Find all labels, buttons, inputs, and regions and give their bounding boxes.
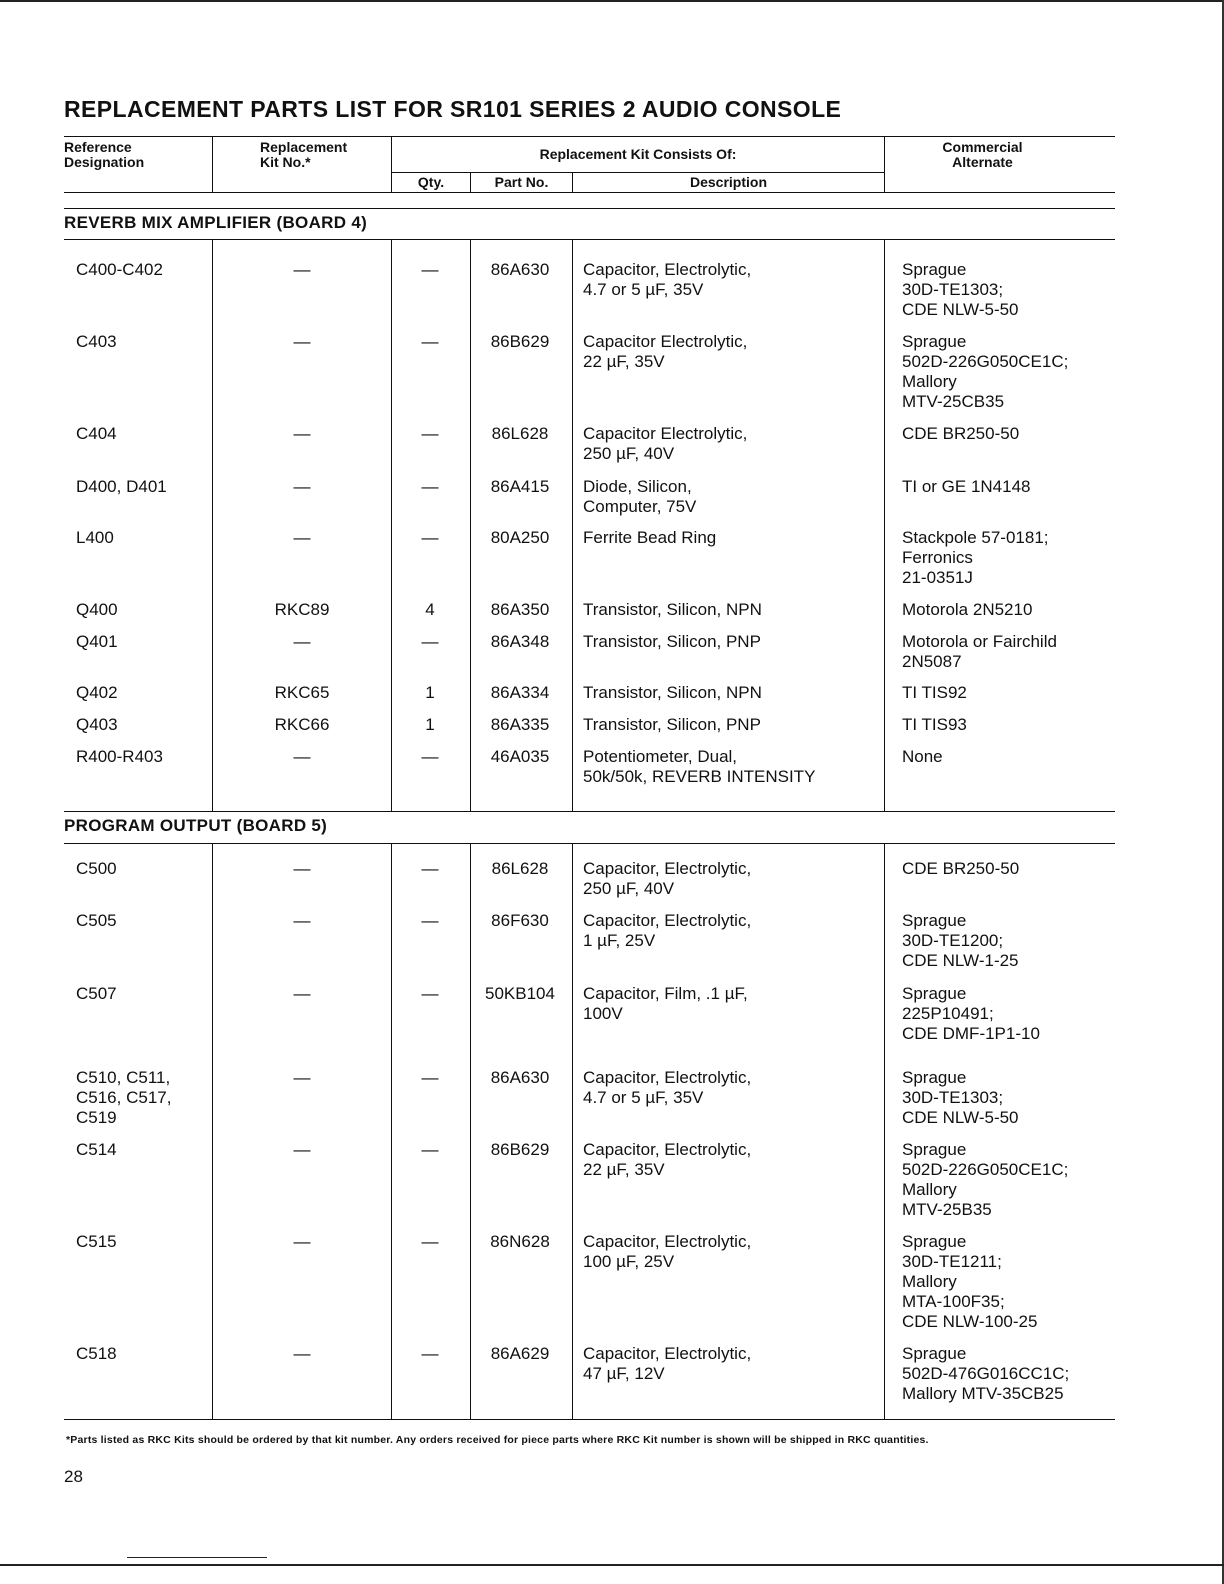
header-reference-designation: Reference Designation	[64, 139, 145, 170]
section-rule	[64, 239, 1115, 240]
scan-edge-bottom	[0, 1564, 1224, 1566]
section-title-reverb-mix: REVERB MIX AMPLIFIER (BOARD 4)	[64, 213, 368, 232]
commercial-alternate-cell: Sprague 502D-226G050CE1C; Mallory MTV-25B35	[902, 1140, 1069, 1219]
part-number-cell: 86F630	[491, 911, 549, 930]
commercial-alternate-cell: Sprague 502D-476G016CC1C; Mallory MTV-35CB25	[902, 1344, 1070, 1403]
page-number: 28	[64, 1467, 83, 1486]
header-divider	[212, 136, 213, 193]
description-cell: Transistor, Silicon, NPN	[583, 600, 762, 619]
description-cell: Transistor, Silicon, PNP	[583, 632, 761, 651]
part-number-cell: 86B629	[490, 1140, 550, 1159]
description-cell: Capacitor, Electrolytic, 100 µF, 25V	[583, 1232, 752, 1271]
table-bottom-rule	[64, 1419, 1115, 1420]
quantity-cell: —	[421, 528, 439, 547]
column-divider	[572, 843, 573, 1419]
column-divider	[212, 239, 213, 811]
part-number-cell: 86L628	[491, 424, 549, 443]
quantity-cell: —	[421, 859, 439, 878]
reference-designation-cell: Q402	[76, 683, 118, 702]
kit-number-cell: —	[293, 332, 311, 351]
kit-number-cell: —	[293, 1068, 311, 1087]
header-description: Description	[689, 174, 767, 190]
description-cell: Capacitor Electrolytic, 250 µF, 40V	[583, 424, 748, 463]
part-number-cell: 86L628	[491, 859, 549, 878]
commercial-alternate-cell: Sprague 502D-226G050CE1C; Mallory MTV-25CB35	[902, 332, 1069, 411]
part-number-cell: 86A350	[490, 600, 550, 619]
column-divider	[391, 239, 392, 811]
part-number-cell: 86A334	[490, 683, 550, 702]
part-number-cell: 86A335	[490, 715, 550, 734]
part-number-cell: 50KB104	[485, 984, 555, 1003]
kit-number-cell: —	[293, 477, 311, 496]
reference-designation-cell: Q403	[76, 715, 118, 734]
kit-number-cell: —	[293, 632, 311, 651]
kit-number-cell: RKC89	[274, 600, 330, 619]
reference-designation-cell: D400, D401	[76, 477, 167, 496]
description-cell: Diode, Silicon, Computer, 75V	[583, 477, 697, 516]
kit-number-cell: —	[293, 911, 311, 930]
part-number-cell: 86A629	[490, 1344, 550, 1363]
kit-number-cell: —	[293, 260, 311, 279]
quantity-cell: —	[421, 1344, 439, 1363]
reference-designation-cell: C505	[76, 911, 117, 930]
section-title-program-output: PROGRAM OUTPUT (BOARD 5)	[64, 816, 328, 835]
footnote: *Parts listed as RKC Kits should be ordered by that kit number. Any orders received for piece parts where RKC Kit number is shown will be shipped in RKC quantities.	[66, 1434, 929, 1446]
part-number-cell: 86N628	[490, 1232, 550, 1251]
quantity-cell: —	[421, 911, 439, 930]
reference-designation-cell: C500	[76, 859, 117, 878]
kit-number-cell: —	[293, 1140, 311, 1159]
quantity-cell: —	[421, 332, 439, 351]
kit-number-cell: RKC66	[274, 715, 330, 734]
commercial-alternate-cell: Stackpole 57-0181; Ferronics 21-0351J	[902, 528, 1049, 587]
description-cell: Capacitor, Electrolytic, 22 µF, 35V	[583, 1140, 752, 1179]
part-number-cell: 86A415	[490, 477, 550, 496]
reference-designation-cell: L400	[76, 528, 114, 547]
quantity-cell: —	[421, 477, 439, 496]
quantity-cell: —	[421, 1068, 439, 1087]
description-cell: Capacitor, Electrolytic, 250 µF, 40V	[583, 859, 752, 898]
reference-designation-cell: C403	[76, 332, 117, 351]
section-rule	[64, 843, 1115, 844]
column-divider	[391, 843, 392, 1419]
quantity-cell: 1	[425, 715, 435, 734]
header-qty: Qty.	[417, 174, 445, 190]
part-number-cell: 80A250	[490, 528, 550, 547]
commercial-alternate-cell: Sprague 30D-TE1211; Mallory MTA-100F35; CDE NLW-100-25	[902, 1232, 1038, 1331]
reference-designation-cell: R400-R403	[76, 747, 163, 766]
reference-designation-cell: C518	[76, 1344, 117, 1363]
part-number-cell: 46A035	[490, 747, 550, 766]
commercial-alternate-cell: CDE BR250-50	[902, 424, 1020, 443]
commercial-alternate-cell: Motorola or Fairchild 2N5087	[902, 632, 1057, 671]
header-commercial-alternate: Commercial Alternate	[942, 139, 1023, 170]
quantity-cell: —	[421, 984, 439, 1003]
header-bottom-rule	[64, 192, 1115, 193]
section-top-rule	[64, 208, 1115, 209]
column-divider	[470, 239, 471, 811]
quantity-cell: —	[421, 260, 439, 279]
commercial-alternate-cell: None	[902, 747, 943, 766]
reference-designation-cell: C515	[76, 1232, 117, 1251]
reference-designation-cell: C404	[76, 424, 117, 443]
quantity-cell: 4	[425, 600, 435, 619]
description-cell: Transistor, Silicon, PNP	[583, 715, 761, 734]
commercial-alternate-cell: Sprague 30D-TE1200; CDE NLW-1-25	[902, 911, 1019, 970]
column-divider	[572, 239, 573, 811]
commercial-alternate-cell: Sprague 225P10491; CDE DMF-1P1-10	[902, 984, 1040, 1043]
reference-designation-cell: Q401	[76, 632, 118, 651]
column-divider	[212, 843, 213, 1419]
description-cell: Transistor, Silicon, NPN	[583, 683, 762, 702]
page-title: REPLACEMENT PARTS LIST FOR SR101 SERIES 2 AUDIO CONSOLE	[64, 96, 842, 122]
reference-designation-cell: C510, C511, C516, C517, C519	[76, 1068, 172, 1127]
quantity-cell: —	[421, 1140, 439, 1159]
quantity-cell: —	[421, 424, 439, 443]
header-kit-consists: Replacement Kit Consists Of:	[539, 146, 737, 162]
commercial-alternate-cell: Motorola 2N5210	[902, 600, 1033, 619]
description-cell: Capacitor, Electrolytic, 47 µF, 12V	[583, 1344, 752, 1383]
quantity-cell: —	[421, 747, 439, 766]
reference-designation-cell: C514	[76, 1140, 117, 1159]
kit-number-cell: —	[293, 747, 311, 766]
header-replacement-kit: Replacement Kit No.*	[260, 139, 348, 170]
part-number-cell: 86A630	[490, 1068, 550, 1087]
quantity-cell: —	[421, 1232, 439, 1251]
description-cell: Potentiometer, Dual, 50k/50k, REVERB INTENSITY	[583, 747, 816, 786]
kit-number-cell: —	[293, 1232, 311, 1251]
section-bottom-rule	[64, 811, 1115, 812]
kit-number-cell: —	[293, 859, 311, 878]
commercial-alternate-cell: TI TIS93	[902, 715, 967, 734]
header-part-no: Part No.	[494, 174, 549, 190]
kit-number-cell: —	[293, 528, 311, 547]
quantity-cell: —	[421, 632, 439, 651]
kit-number-cell: —	[293, 1344, 311, 1363]
commercial-alternate-cell: Sprague 30D-TE1303; CDE NLW-5-50	[902, 1068, 1019, 1127]
commercial-alternate-cell: TI or GE 1N4148	[902, 477, 1031, 496]
description-cell: Ferrite Bead Ring	[583, 528, 717, 547]
description-cell: Capacitor, Electrolytic, 4.7 or 5 µF, 35V	[583, 260, 752, 299]
column-divider	[470, 843, 471, 1419]
header-sub-rule	[392, 172, 884, 173]
description-cell: Capacitor, Electrolytic, 1 µF, 25V	[583, 911, 752, 950]
description-cell: Capacitor, Film, .1 µF, 100V	[583, 984, 748, 1023]
scan-mark	[127, 1557, 267, 1558]
commercial-alternate-cell: CDE BR250-50	[902, 859, 1020, 878]
commercial-alternate-cell: Sprague 30D-TE1303; CDE NLW-5-50	[902, 260, 1019, 319]
quantity-cell: 1	[425, 683, 435, 702]
scan-edge-top	[0, 0, 1224, 2]
column-divider	[884, 843, 885, 1419]
part-number-cell: 86B629	[490, 332, 550, 351]
reference-designation-cell: C507	[76, 984, 117, 1003]
reference-designation-cell: C400-C402	[76, 260, 163, 279]
description-cell: Capacitor, Electrolytic, 4.7 or 5 µF, 35V	[583, 1068, 752, 1107]
commercial-alternate-cell: TI TIS92	[902, 683, 967, 702]
header-top-rule	[64, 136, 1115, 137]
kit-number-cell: RKC65	[274, 683, 330, 702]
kit-number-cell: —	[293, 984, 311, 1003]
column-divider	[884, 239, 885, 811]
reference-designation-cell: Q400	[76, 600, 118, 619]
part-number-cell: 86A630	[490, 260, 550, 279]
description-cell: Capacitor Electrolytic, 22 µF, 35V	[583, 332, 748, 371]
part-number-cell: 86A348	[490, 632, 550, 651]
kit-number-cell: —	[293, 424, 311, 443]
